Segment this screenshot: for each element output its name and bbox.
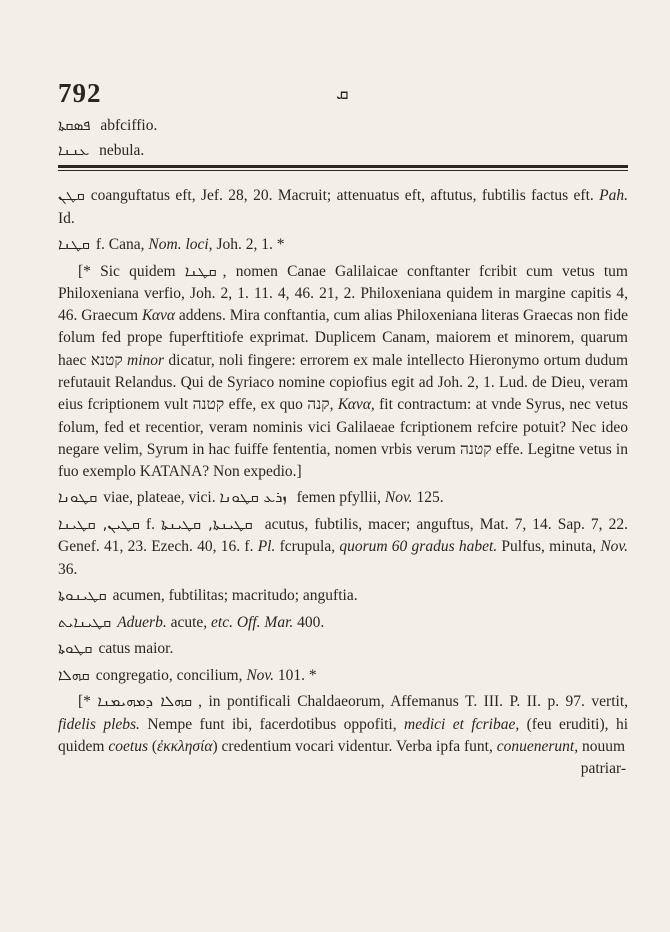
syriac-headword: ܩܛܘܢܐ [58, 488, 98, 507]
syriac-headword: ܩܛܢ [58, 186, 85, 204]
note-congregatio: [* ܩܗܠܐ ܕܡܗܝܡܢܐ , in pontificali Chaldaeorum, Affemanus T. III. P. II. p. 97. vertit, fidelis plebs. Nempe funt ibi, facerdotibus oppofiti, medici et fcribae, (feu eruditi), hi quidem coetus (ἐκκλησία) credentium vocari videntur. Verba ipfa funt, conuenerunt, nouum [58, 692, 629, 756]
entry-abscissio [58, 114, 628, 138]
entry-coanguftatus: ܩܛܢ coanguftatus eft, Jef. 28, 20. Macruit; attenuatus eft, aftutus, fubtilis factus eft. Pah. Id. [58, 186, 628, 227]
syriac-headword: ܩܛܝܢܐܝܬ [58, 612, 112, 631]
entry-viae: ܩܛܘܢܐ viae, plateae, vici. ܙܪܥ ܩܛܘܢܐ femen pfyllii, Nov. 125. [58, 488, 444, 507]
section-divider [58, 165, 628, 174]
page-number: 792 [58, 78, 102, 108]
entry-acutus: ܩܛܝܢ, ܩܛܝܢܐ f. ܩܛܝܢܬܐ, ܩܛܝܢܬܐ acutus, fubtilis, macer; anguftus, Mat. 7, 14. Sap. 7, 22. Genef. 41, 23. Ezech. 40, 16. f. Pl. fcrupula, quorum 60 gradus habet. Pulfus, minuta, Nov. 36. [58, 514, 629, 578]
syriac-headword: ܩܛܢܐ [58, 235, 90, 253]
syriac-headword: ܩܗܠܐ [58, 665, 90, 684]
syriac-headword: ܩܛܝܢܘܬܐ [58, 586, 107, 605]
syriac-headword: ܩܛܘܬܐ [58, 639, 93, 658]
note-cana: [* Sic quidem ܩܛܢܐ , nomen Canae Galilaicae conftanter fcribit cum vetus tum Philoxeniana verfio, Joh. 2, 1. 11. 4, 46. 21, 2. Philoxeniana quidem in margine capitis 4, 46. Graecum Κανα addens. Mira conftantia, cum alias Philoxeniana literas Graecas non fide folum fed prope fuperftitiofe exprimat. Duplicem Canam, maiorem et minorem, quarum haec קטנא minor dicatur, noli fingere: errorem ex male intellecto Hieronymo ortum dudum refutauit Relandus. Qui de Syriaco nomine copiofius egit ad Joh. 2, 1. Lud. de Dieu, veram eius fcriptionem vult קטנה effe, ex quo קנה, Κανα, fit contractum: at vnde Syrus, nec vetus folum, fed et recentior, veram nominis vici Galilaeae fcriptionem refcire potuit? Nec ideo negare velim, Syrum in hac fuiffe fententia, nomen vrbis verum קטנה effe. Legitne vetus in fuo exemplo KATANA? Non expedio.] [58, 261, 629, 481]
syriac-headword: ܩܛܝܢ, ܩܛܝܢܐ [58, 514, 140, 533]
entry-adverb-acute: ܩܛܝܢܐܝܬ Aduerb. acute, etc. Off. Mar. 400. [58, 612, 325, 631]
syriac-headword: ܦܣܩܬܐ [58, 116, 91, 134]
syriac-headword: ܥܢܢܐ [58, 140, 90, 159]
catchword: patriar- [580, 760, 626, 778]
entry-cana: ܩܛܢܐ f. Cana, Nom. loci, Joh. 2, 1. * [58, 235, 285, 253]
entry-nebula [58, 139, 628, 163]
entry-gloss: abfciffio. [100, 117, 158, 134]
header-letter: ܩ [336, 84, 349, 103]
entry-catus: ܩܛܘܬܐ catus maior. [58, 639, 174, 658]
entry-acumen: ܩܛܝܢܘܬܐ acumen, fubtilitas; macritudo; anguftia. [58, 586, 358, 605]
entry-gloss: nebula. [99, 141, 145, 159]
entry-congregatio: ܩܗܠܐ congregatio, concilium, Nov. 101. * [58, 665, 317, 684]
page-header [58, 78, 628, 114]
